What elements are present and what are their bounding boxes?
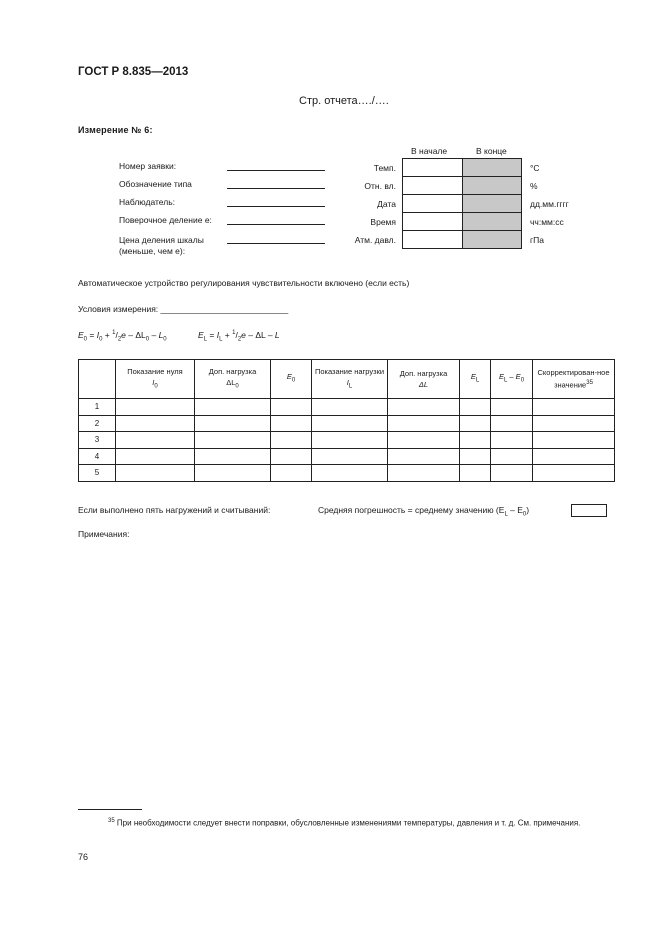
measurement-title: Измерение № 6:: [78, 125, 153, 135]
table-cell[interactable]: [116, 415, 195, 432]
table-cell[interactable]: [388, 448, 460, 465]
cond-label-time: Время: [370, 217, 396, 227]
table-cell[interactable]: [116, 465, 195, 482]
header-index: [79, 360, 116, 399]
table-row: [79, 465, 615, 482]
row-index: 4: [79, 448, 116, 465]
table-row: [79, 448, 615, 465]
table-cell[interactable]: [460, 432, 491, 449]
table-cell[interactable]: [533, 399, 615, 416]
header-zero-reading: Показание нуля $I_0$: [116, 360, 195, 399]
cond-cell-end[interactable]: [462, 195, 522, 213]
header-diff: $E_L - E_0$: [491, 360, 533, 399]
table-cell[interactable]: [116, 432, 195, 449]
col-start-label: В начале: [411, 146, 448, 156]
cond-cell-start[interactable]: [403, 159, 463, 177]
table-cell[interactable]: [312, 448, 388, 465]
table-row: [79, 432, 615, 449]
cond-unit-time: чч:мм:сс: [530, 217, 564, 227]
table-cell[interactable]: [388, 432, 460, 449]
cond-cell-start[interactable]: [403, 231, 463, 249]
table-cell[interactable]: [195, 399, 271, 416]
cond-unit-date: дд.мм.гггг: [530, 199, 569, 209]
table-cell[interactable]: [312, 465, 388, 482]
results-table: [78, 359, 615, 482]
row-index: 5: [79, 465, 116, 482]
table-cell[interactable]: [271, 432, 312, 449]
average-error-box[interactable]: [571, 504, 607, 517]
table-cell[interactable]: [533, 465, 615, 482]
notes-label: Примечания:: [78, 529, 130, 539]
table-cell[interactable]: [491, 448, 533, 465]
table-cell[interactable]: [460, 399, 491, 416]
col-end-label: В конце: [476, 146, 507, 156]
cond-label-date: Дата: [377, 199, 396, 209]
table-cell[interactable]: [388, 415, 460, 432]
field-line-observer[interactable]: [227, 206, 325, 207]
row-index: 2: [79, 415, 116, 432]
footnote-number: 35: [108, 818, 115, 824]
table-cell[interactable]: [271, 399, 312, 416]
field-line-application[interactable]: [227, 170, 325, 171]
page-reference: Стр. отчета…./….: [299, 95, 389, 107]
table-cell[interactable]: [388, 399, 460, 416]
field-label-scale-2: (меньше, чем e):: [119, 246, 186, 256]
field-line-type[interactable]: [227, 188, 325, 189]
table-cell[interactable]: [533, 415, 615, 432]
cond-cell-end[interactable]: [462, 231, 522, 249]
table-cell[interactable]: [491, 465, 533, 482]
table-cell[interactable]: [533, 432, 615, 449]
table-cell[interactable]: [195, 415, 271, 432]
field-label-verification: Поверочное деление e:: [119, 215, 212, 225]
cond-cell-start[interactable]: [403, 177, 463, 195]
standard-title: ГОСТ Р 8.835—2013: [78, 66, 189, 78]
header-e0: $E_0$: [271, 360, 312, 399]
formula-e0: $E_0 = I_0 + ^1/_2e - \Delta L_0 - L_0$: [78, 330, 167, 343]
row-index: 1: [79, 399, 116, 416]
field-line-scale[interactable]: [227, 243, 325, 244]
header-load-reading: Показание нагрузки $I_L$: [312, 360, 388, 399]
table-cell[interactable]: [195, 432, 271, 449]
cond-unit-humidity: %: [530, 181, 538, 191]
field-label-type: Обозначение типа: [119, 179, 192, 189]
table-cell[interactable]: [491, 399, 533, 416]
table-cell[interactable]: [312, 399, 388, 416]
table-cell[interactable]: [271, 465, 312, 482]
table-row: [79, 415, 615, 432]
summary-right: Средняя погрешность = среднему значению $(E_L - E_0)$: [318, 505, 530, 518]
table-cell[interactable]: [460, 415, 491, 432]
page-number: 76: [78, 852, 89, 862]
cond-cell-end[interactable]: [462, 213, 522, 231]
cond-unit-pressure: гПа: [530, 235, 544, 245]
table-cell[interactable]: [491, 432, 533, 449]
table-cell[interactable]: [195, 465, 271, 482]
table-cell[interactable]: [195, 448, 271, 465]
conditions-grid: [402, 158, 522, 249]
cond-cell-start[interactable]: [403, 213, 463, 231]
cond-cell-end[interactable]: [462, 177, 522, 195]
summary-left: Если выполнено пять нагружений и считываний:: [78, 505, 271, 515]
header-add-load: Доп. нагрузка ΔL: [388, 360, 460, 399]
table-row: [79, 399, 615, 416]
table-cell[interactable]: [116, 399, 195, 416]
table-cell[interactable]: [388, 465, 460, 482]
table-cell[interactable]: [116, 448, 195, 465]
cond-label-temp: Темп.: [373, 163, 396, 173]
table-cell[interactable]: [491, 415, 533, 432]
formula-el: $E_L = I_L + ^1/_2e - \Delta L - L$: [198, 330, 280, 343]
cond-cell-start[interactable]: [403, 195, 463, 213]
measurement-conditions: Условия измерения: ___________________________: [78, 304, 289, 314]
footnote-text: При необходимости следует внести поправки, обусловленные изменениями температуры, давления и т. д. См. примечания.: [116, 818, 581, 828]
auto-device-text: Автоматическое устройство регулирования чувствительности включено (если есть): [78, 278, 410, 288]
field-line-verification[interactable]: [227, 224, 325, 225]
cond-unit-temp: °C: [530, 163, 540, 173]
header-corrected: Скорректирован-ное значение$^{35}$: [533, 360, 615, 399]
table-cell[interactable]: [312, 415, 388, 432]
table-cell[interactable]: [271, 448, 312, 465]
table-cell[interactable]: [312, 432, 388, 449]
header-el: $E_L$: [460, 360, 491, 399]
field-label-application: Номер заявки:: [119, 161, 177, 171]
field-label-observer: Наблюдатель:: [119, 197, 175, 207]
header-add-load-0: Доп. нагрузка $\Delta L_0$: [195, 360, 271, 399]
cond-label-humidity: Отн. вл.: [364, 181, 396, 191]
row-index: 3: [79, 432, 116, 449]
table-cell[interactable]: [533, 448, 615, 465]
cond-label-pressure: Атм. давл.: [354, 235, 396, 245]
cond-cell-end[interactable]: [462, 159, 522, 177]
footnote-divider: [78, 809, 142, 810]
footnote: [78, 814, 618, 831]
table-cell[interactable]: [460, 448, 491, 465]
field-label-scale: Цена деления шкалы: [119, 235, 204, 245]
table-cell[interactable]: [460, 465, 491, 482]
table-cell[interactable]: [271, 415, 312, 432]
